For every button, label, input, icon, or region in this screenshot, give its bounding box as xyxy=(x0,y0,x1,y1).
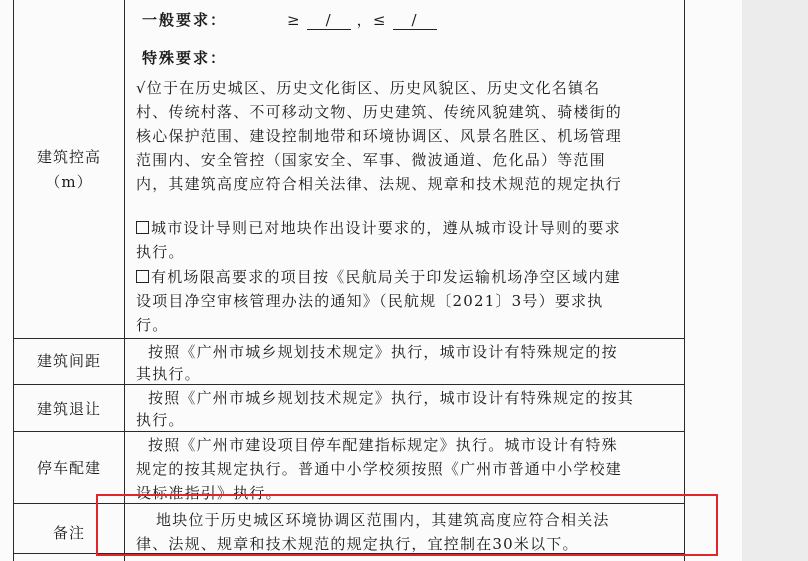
remarks-line2: 律、法规、规章和技术规范的规定执行，宜控制在30米以下。 xyxy=(136,535,579,553)
table-right-border xyxy=(684,0,685,561)
max-value-blank: / xyxy=(393,11,437,30)
parking-line2: 规定的按其规定执行。普通中小学校须按照《广州市普通中小学校建 xyxy=(136,460,623,478)
row-divider-height xyxy=(13,338,685,339)
general-requirement-label: 一般要求： xyxy=(142,11,228,29)
special-para3-line2: 设项目净空审核管理办法的通知》（民航规〔2021〕3号）要求执 xyxy=(136,292,604,310)
para-text: 城市设计导则已对地块作出设计要求的，遵从城市设计导则的要求 xyxy=(151,219,621,237)
parking-line3: 设标准指引》执行。 xyxy=(136,484,282,502)
special-para1-line5: 内，其建筑高度应符合相关法律、法规、规章和技术规范的规定执行 xyxy=(136,175,623,193)
setback-line2: 执行。 xyxy=(136,411,185,429)
le-symbol: ，≤ xyxy=(356,11,387,29)
special-para1-line4: 范围内、安全管控（国家安全、军事、微波通道、危化品）等范围 xyxy=(136,151,606,169)
table-column-divider xyxy=(124,0,125,561)
special-para2-line2: 执行。 xyxy=(136,243,185,261)
special-para3-line1 xyxy=(136,265,621,289)
general-requirement xyxy=(142,8,437,32)
row-label-building-spacing: 建筑间距 xyxy=(36,352,101,370)
parking-line1: 按照《广州市建设项目停车配建指标规定》执行。城市设计有特殊 xyxy=(148,436,618,454)
row-divider-spacing xyxy=(13,384,685,385)
special-para2-line1 xyxy=(136,216,621,240)
checkbox-icon xyxy=(136,270,149,283)
special-para1-line1 xyxy=(136,76,600,100)
ge-symbol: ≥ xyxy=(286,11,301,29)
check-mark-icon: √ xyxy=(136,79,147,97)
special-requirement-label: 特殊要求： xyxy=(142,49,228,67)
label-unit: （m） xyxy=(45,173,93,191)
row-label-building-setback: 建筑退让 xyxy=(36,400,101,418)
checkbox-icon xyxy=(136,221,149,234)
row-label-remarks: 备注 xyxy=(52,524,85,542)
remarks-line1: 地块位于历史城区环境协调区范围内，其建筑高度应符合相关法 xyxy=(156,511,610,529)
spacing-line2: 其执行。 xyxy=(136,365,201,383)
row-label-building-height xyxy=(14,145,124,195)
viewer-background xyxy=(742,0,808,561)
setback-line1: 按照《广州市城乡规划技术规定》执行，城市设计有特殊规定的按其 xyxy=(148,389,635,407)
para-text: 位于在历史城区、历史文化街区、历史风貌区、历史文化名镇名 xyxy=(146,79,601,97)
row-divider-setback xyxy=(13,431,685,432)
highlight-annotation-box xyxy=(96,494,718,556)
row-label-parking: 停车配建 xyxy=(36,459,101,477)
special-para3-line3: 行。 xyxy=(136,316,169,334)
label-line: 建筑控高 xyxy=(36,148,101,166)
para-text: 有机场限高要求的项目按《民航局关于印发运输机场净空区域内建 xyxy=(151,268,621,286)
min-value-blank: / xyxy=(307,11,351,30)
spacing-line1: 按照《广州市城乡规划技术规定》执行，城市设计有特殊规定的按 xyxy=(148,343,618,361)
special-para1-line2: 村、传统村落、不可移动文物、历史建筑、传统风貌建筑、骑楼街的 xyxy=(136,103,623,121)
special-para1-line3: 核心保护范围、建设控制地带和环境协调区、风景名胜区、机场管理 xyxy=(136,127,623,145)
